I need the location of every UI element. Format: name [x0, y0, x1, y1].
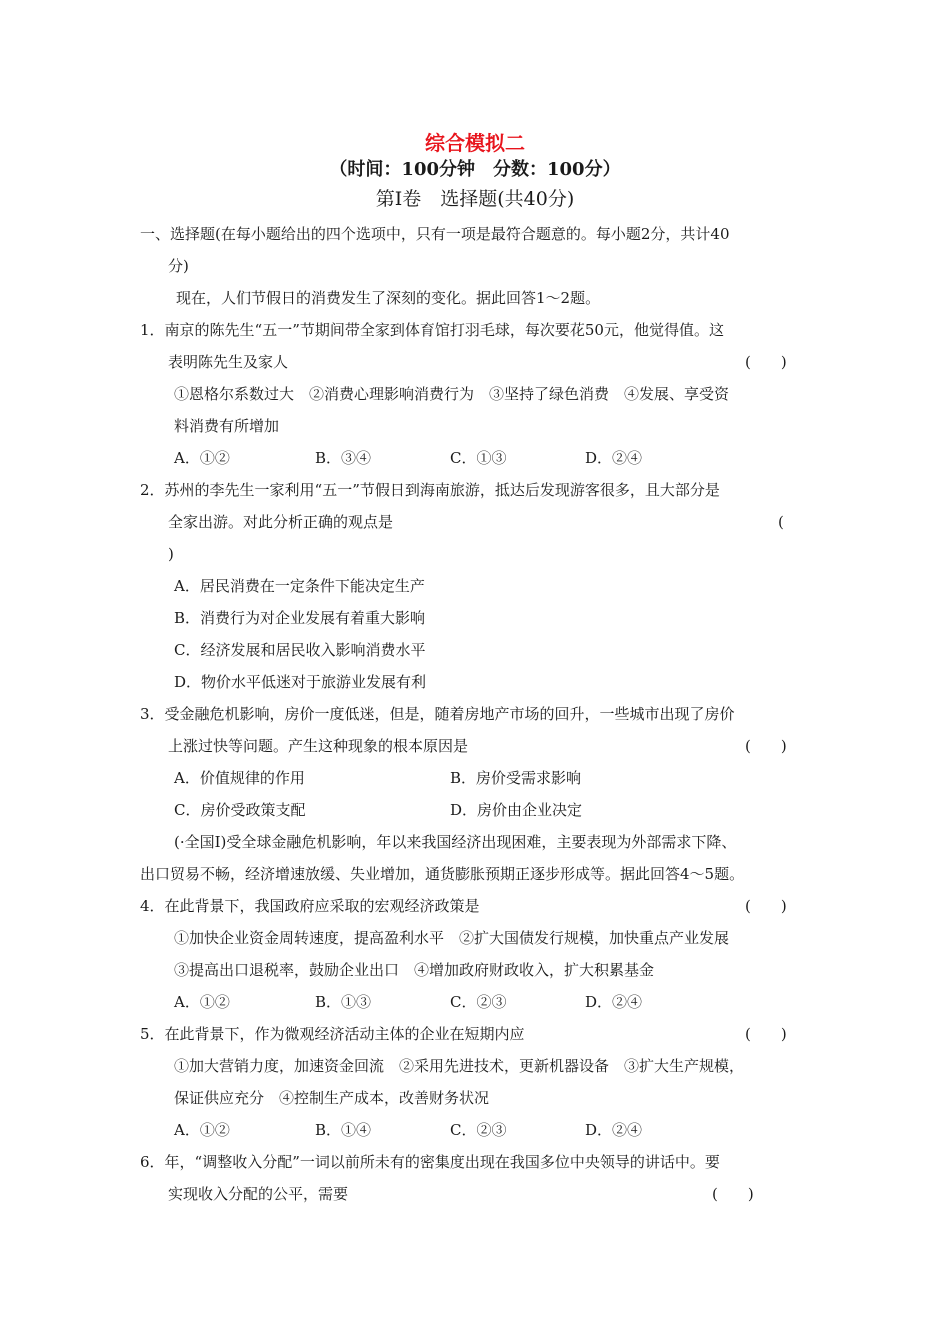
question-3-line-2: 上涨过快等问题。产生这种现象的根本原因是	[168, 737, 469, 755]
question-6-line-2: 实现收入分配的公平，需要	[168, 1185, 349, 1203]
instructions-line-2: 分)	[168, 257, 189, 275]
question-2-choice-d: D．物价水平低迷对于旅游业发展有利	[174, 673, 427, 691]
question-4-answer-blank: ( )	[745, 897, 787, 915]
question-5-answer-blank: ( )	[745, 1025, 787, 1043]
question-3-choice-b: B．房价受需求影响	[450, 769, 582, 787]
intro-paragraph-1: 现在，人们节假日的消费发生了深刻的变化。据此回答1～2题。	[176, 289, 601, 307]
question-3-choice-a: A．价值规律的作用	[174, 769, 305, 787]
question-4-choice-b: B．①③	[315, 993, 372, 1011]
question-2-answer-blank-open: (	[778, 513, 784, 531]
question-5-choice-d: D．②④	[585, 1121, 643, 1139]
question-2-line-1: 2．苏州的李先生一家利用“五一”节假日到海南旅游，抵达后发现游客很多，且大部分是	[140, 481, 720, 499]
question-1-choice-b: B．③④	[315, 449, 372, 467]
question-4-line-1: 4．在此背景下，我国政府应采取的宏观经济政策是	[140, 897, 480, 915]
question-1-choice-c: C．①③	[450, 449, 507, 467]
question-5-statements-line-1: ①加大营销力度，加速资金回流 ②采用先进技术，更新机器设备 ③扩大生产规模，	[174, 1057, 745, 1075]
question-5-line-1: 5．在此背景下，作为微观经济活动主体的企业在短期内应	[140, 1025, 525, 1043]
question-5-choice-a: A．①②	[174, 1121, 230, 1139]
question-1-statements-line-1: ①恩格尔系数过大 ②消费心理影响消费行为 ③坚持了绿色消费 ④发展、享受资	[174, 385, 730, 403]
question-3-choice-d: D．房价由企业决定	[450, 801, 583, 819]
question-1-choice-a: A．①②	[174, 449, 230, 467]
question-3-line-1: 3．受金融危机影响，房价一度低迷，但是，随着房地产市场的回升，一些城市出现了房价	[140, 705, 735, 723]
question-2-choice-c: C．经济发展和居民收入影响消费水平	[174, 641, 426, 659]
question-1-answer-blank: ( )	[745, 353, 787, 371]
question-2-choice-a: A．居民消费在一定条件下能决定生产	[174, 577, 425, 595]
question-4-statements-line-1: ①加快企业资金周转速度，提高盈利水平 ②扩大国债发行规模，加快重点产业发展	[174, 929, 730, 947]
instructions-line-1: 一、选择题(在每小题给出的四个选项中，只有一项是最符合题意的。每小题2分，共计40	[140, 225, 730, 243]
question-5-statements-line-2: 保证供应充分 ④控制生产成本，改善财务状况	[174, 1089, 490, 1107]
intro-paragraph-2-line-1: (·全国Ⅰ)受全球金融危机影响，年以来我国经济出现困难，主要表现为外部需求下降、	[174, 833, 737, 851]
question-2-answer-blank-close: )	[168, 545, 174, 563]
question-5-choice-c: C．②③	[450, 1121, 507, 1139]
question-1-choice-d: D．②④	[585, 449, 643, 467]
question-5-choice-b: B．①④	[315, 1121, 372, 1139]
question-4-choice-a: A．①②	[174, 993, 230, 1011]
question-1-statements-line-2: 料消费有所增加	[174, 417, 280, 435]
question-6-answer-blank: ( )	[712, 1185, 754, 1203]
question-4-choice-d: D．②④	[585, 993, 643, 1011]
question-2-choice-b: B．消费行为对企业发展有着重大影响	[174, 609, 426, 627]
question-1-line-2: 表明陈先生及家人	[168, 353, 289, 371]
question-3-answer-blank: ( )	[745, 737, 787, 755]
exam-meta: （时间：100分钟 分数：100分）	[329, 159, 621, 180]
question-1-line-1: 1．南京的陈先生“五一”节期间带全家到体育馆打羽毛球，每次要花50元，他觉得值。这	[140, 321, 724, 339]
question-6-line-1: 6．年，“调整收入分配”一词以前所未有的密集度出现在我国多位中央领导的讲话中。要	[140, 1153, 720, 1171]
question-4-statements-line-2: ③提高出口退税率，鼓励企业出口 ④增加政府财政收入，扩大积累基金	[174, 961, 655, 979]
question-2-line-2: 全家出游。对此分析正确的观点是	[168, 513, 394, 531]
question-3-choice-c: C．房价受政策支配	[174, 801, 306, 819]
question-4-choice-c: C．②③	[450, 993, 507, 1011]
section-heading: 第Ⅰ卷 选择题(共40分)	[375, 188, 575, 210]
document-title: 综合模拟二	[425, 131, 525, 155]
intro-paragraph-2-line-2: 出口贸易不畅，经济增速放缓、失业增加，通货膨胀预期正逐步形成等。据此回答4～5题。	[140, 865, 745, 883]
